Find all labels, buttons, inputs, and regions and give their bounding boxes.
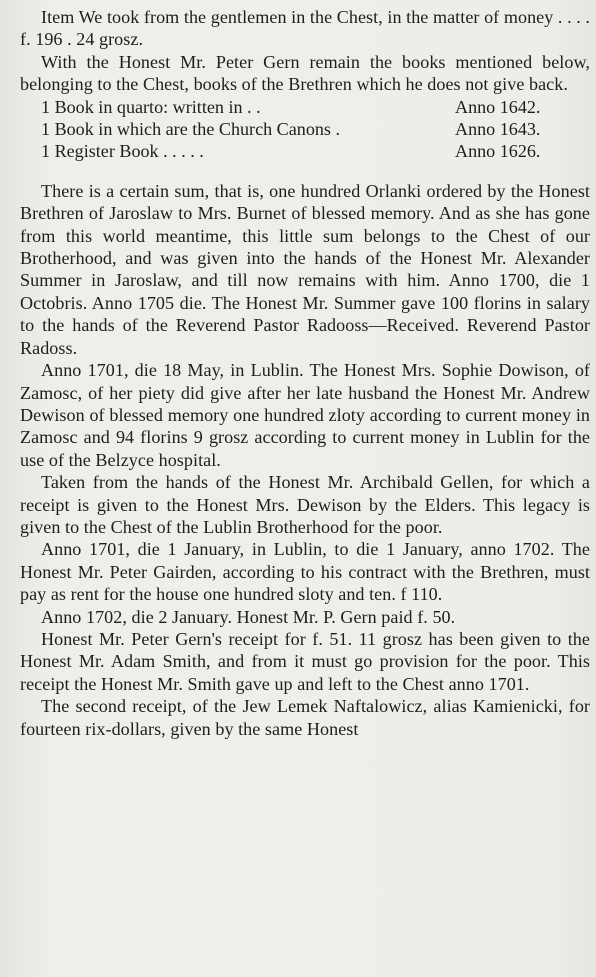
paragraph-gairden-rent: Anno 1701, die 1 January, in Lublin, to die 1 January, anno 1702. The Honest Mr. Peter Gairden, according to his contract with the Brethren, must pay as rent for the house one hundred sloty and ten. f 110. bbox=[20, 539, 590, 605]
book-row bbox=[20, 140, 590, 162]
book-row bbox=[20, 96, 590, 118]
paragraph-dowison-gift: Anno 1701, die 18 May, in Lublin. The Honest Mrs. Sophie Dowison, of Zamosc, of her piety did give after her late husband the Honest Mr. Andrew Dewison of blessed memory one hundred zloty according to current money in Zamosc and 94 florins 9 grosz according to current money in Lublin for the use of the Belzyce hospital. bbox=[20, 360, 590, 470]
paragraph-gellen-receipt: Taken from the hands of the Honest Mr. Archibald Gellen, for which a receipt is given to the Honest Mrs. Dewison by the Elders. This legacy is given to the Chest of the Lublin Brotherhood for the poor. bbox=[20, 472, 590, 537]
book-year: Anno 1643. bbox=[455, 119, 541, 140]
book-description: 1 Book in quarto: written in . . bbox=[41, 96, 261, 117]
paragraph-second-receipt: The second receipt, of the Jew Lemek Naftalowicz, alias Kamienicki, for fourteen rix-dollars, given by the same Honest bbox=[20, 696, 590, 739]
paragraph-books-intro: With the Honest Mr. Peter Gern remain the books mentioned below, belonging to the Chest, books of the Brethren which he does not give back. bbox=[20, 51, 590, 95]
paragraph-gern-receipt: Honest Mr. Peter Gern's receipt for f. 51. 11 grosz has been given to the Honest Mr. Adam Smith, and from it must go provision for the poor. This receipt the Honest Mr. Smith gave up and left to the Chest anno 1701. bbox=[20, 628, 590, 694]
book-description: 1 Register Book . . . . . bbox=[41, 141, 204, 162]
book-description: 1 Book in which are the Church Canons . bbox=[41, 119, 340, 140]
book-row bbox=[20, 118, 590, 140]
paragraph-orlanki-sum: There is a certain sum, that is, one hundred Orlanki ordered by the Honest Brethren of Jaroslaw to Mrs. Burnet of blessed memory. And as she has gone from this world meantime, this little sum belongs to the Chest of our Brotherhood, and was given into the hands of the Honest Mr. Alexander Summer in Jaroslaw, and till now remains with him. Anno 1700, die 1 Octobris. Anno 1705 die. The Honest Mr. Summer gave 100 florins in salary to the hands of the Reverend Pastor Radooss—Received. Reverend Pastor Radoss. bbox=[20, 180, 590, 358]
paragraph-money-item: Item We took from the gentlemen in the Chest, in the matter of money . . . . f. 196 . 24 grosz. bbox=[20, 7, 590, 50]
paragraph-gern-payment: Anno 1702, die 2 January. Honest Mr. P. Gern paid f. 50. bbox=[41, 606, 456, 627]
book-year: Anno 1626. bbox=[455, 141, 541, 162]
book-year: Anno 1642. bbox=[455, 96, 541, 117]
